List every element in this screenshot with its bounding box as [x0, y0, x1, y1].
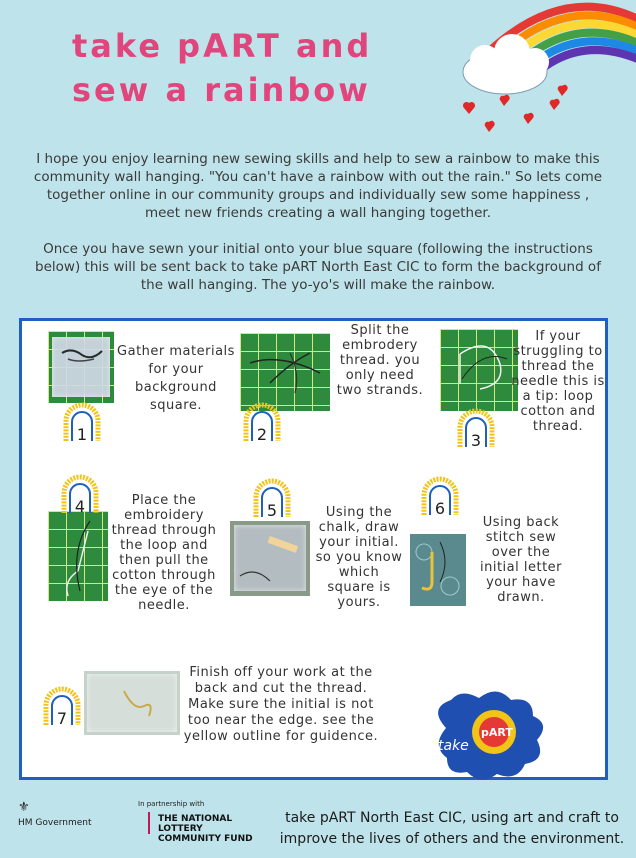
lottery-line-1: THE NATIONAL LOTTERY — [158, 814, 233, 834]
step-7-photo — [84, 671, 180, 735]
rainbow-illustration — [440, 0, 636, 150]
footer-tagline: take pART North East CIC, using art and craft to improve the lives of others and the environment. — [279, 810, 625, 847]
step-2-number: 2 — [256, 425, 268, 443]
step-5-number: 5 — [266, 501, 278, 519]
step-5-text: Using the chalk, draw your initial. so you know which square is yours. — [315, 505, 403, 610]
step-2-text: Split the embrodery thread. you only need two strands. — [336, 323, 424, 398]
page-title: take pART and sew a rainbow — [72, 27, 373, 109]
step-6-rainbow-badge — [418, 471, 462, 517]
step-4-photo — [48, 511, 108, 601]
take-part-logo — [426, 688, 552, 784]
step-4-text: Place the embroidery thread through the loop and then pull the cotton through the eye of the needle. — [111, 493, 217, 613]
intro-paragraph-1: I hope you enjoy learning new sewing skills and help to sew a rainbow to make this community wall hanging. "You can't have a rainbow with out the rain." So lets come together online in our community groups and individually sew some happiness , meet new friends creating a wall hanging together. — [33, 151, 603, 221]
hm-government-logo — [18, 800, 92, 828]
step-1-number: 1 — [76, 425, 88, 443]
lottery-logo-text — [158, 814, 268, 844]
step-5-photo — [230, 521, 310, 596]
step-6-photo — [410, 534, 466, 606]
step-6-number: 6 — [434, 499, 446, 517]
step-3-number: 3 — [470, 431, 482, 449]
lottery-line-2: COMMUNITY FUND — [158, 834, 253, 844]
partnership-text: In partnership with — [138, 800, 205, 808]
lottery-divider — [148, 812, 150, 834]
step-4-number: 4 — [74, 497, 86, 515]
logo-take-text: take — [438, 738, 469, 754]
step-7-rainbow-badge — [40, 681, 84, 727]
step-3-rainbow-badge — [454, 403, 498, 449]
intro-paragraph-2: Once you have sewn your initial onto your blue square (following the instructions below) this will be sent back to take pART North East CIC to form the background of the wall hanging. The yo-yo's will make the rainbow. — [35, 241, 601, 293]
step-4-rainbow-badge — [58, 469, 102, 515]
hm-government-text: HM Government — [18, 818, 92, 828]
step-1-text: Gather materials for your background square. — [117, 344, 235, 413]
step-7-text: Finish off your work at the back and cut the thread. Make sure the initial is not too near the edge. see the yellow outline for guidence. — [183, 665, 379, 744]
step-7-number: 7 — [56, 709, 68, 727]
step-3-photo — [440, 329, 518, 411]
step-2-rainbow-badge — [240, 397, 284, 443]
logo-part-text: pART — [481, 726, 513, 739]
sponsor-logos — [18, 800, 268, 844]
intro-text — [30, 150, 606, 312]
step-1-photo — [48, 331, 114, 403]
step-3-text: If your struggling to thread the needle this is a tip: loop cotton and thread. — [511, 329, 605, 434]
step-5-rainbow-badge — [250, 473, 294, 519]
step-6-text: Using back stitch sew over the initial letter your have drawn. — [479, 515, 563, 605]
royal-crest-icon: ⚜ — [18, 800, 30, 815]
step-1-rainbow-badge — [60, 397, 104, 443]
